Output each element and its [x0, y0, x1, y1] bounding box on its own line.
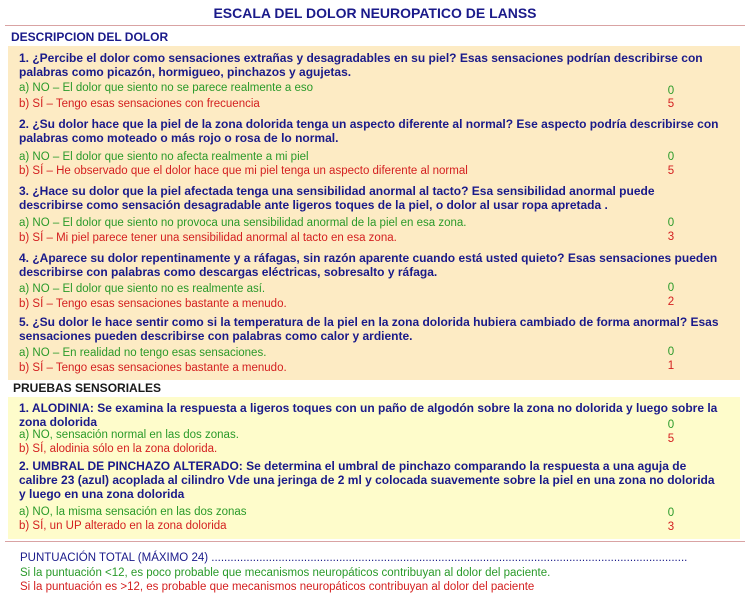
sensory-test-1-option-a[interactable]: a) NO, sensación normal en las dos zonas.	[19, 429, 239, 441]
question-2: 2. ¿Su dolor hace que la piel de la zona dolorida tenga un aspecto diferente al normal? Ese aspecto podría describirse con palabras como moteado o más rojo o rosa de lo normal.	[19, 117, 719, 145]
question-5-option-b[interactable]: b) SÍ – Tengo esas sensaciones bastante a menudo.	[19, 362, 287, 374]
question-3-option-a[interactable]: a) NO – El dolor que siento no provoca una sensibilidad anormal de la piel en esa zona.	[19, 217, 467, 229]
question-1-option-a[interactable]: a) NO – El dolor que siento no se parece realmente a eso	[19, 82, 314, 94]
question-3-option-b[interactable]: b) SÍ – Mi piel parece tener una sensibilidad anormal al tacto en esa zona.	[19, 232, 397, 244]
question-5-score-a: 0	[667, 346, 675, 358]
question-2-option-a[interactable]: a) NO – El dolor que siento no afecta realmente a mi piel	[19, 151, 309, 163]
question-3-score-b: 3	[667, 231, 675, 243]
question-1-option-b[interactable]: b) SÍ – Tengo esas sensaciones con frecuencia	[19, 98, 260, 110]
total-score-line: PUNTUACIÓN TOTAL (MÁXIMO 24) .....................................................................................................................................................	[20, 552, 688, 564]
question-4-score-a: 0	[667, 282, 675, 294]
question-4-option-a[interactable]: a) NO – El dolor que siento no es realmente así.	[19, 283, 266, 295]
sensory-test-1-score-b: 5	[667, 433, 675, 445]
section-heading-sensory-tests: PRUEBAS SENSORIALES	[13, 381, 162, 395]
sensory-test-2-score-a: 0	[667, 507, 675, 519]
title-divider	[5, 25, 745, 26]
question-4-score-b: 2	[667, 296, 675, 308]
question-4: 4. ¿Aparece su dolor repentinamente y a ráfagas, sin razón aparente cuando está usted quieto? Esas sensaciones pueden describirse con palabras como descargas eléctricas, sobresalto y ráfaga.	[19, 251, 718, 279]
total-divider	[5, 541, 745, 542]
sensory-test-1-score-a: 0	[667, 419, 675, 431]
question-1: 1. ¿Percibe el dolor como sensaciones extrañas y desagradables en su piel? Esas sensaciones podrían describirse con palabras como picazón, hormigueo, pinchazos y agujetas.	[19, 51, 703, 79]
sensory-test-2-option-b[interactable]: b) SÍ, un UP alterado en la zona dolorida	[19, 520, 227, 532]
section-heading-pain-description: DESCRIPCION DEL DOLOR	[11, 30, 169, 44]
sensory-test-2: 2. UMBRAL DE PINCHAZO ALTERADO: Se determina el umbral de pinchazo comparando la respuesta a una aguja de calibre 23 (azul) acoplada al cilindro Vde una jeringa de 2 ml y colocada suavemente sobre la piel en una zona no dolorida y luego en una zona dolorida	[19, 459, 715, 501]
sensory-test-2-option-a[interactable]: a) NO, la misma sensación en las dos zonas	[19, 506, 247, 518]
question-1-score-b: 5	[667, 98, 675, 110]
sensory-test-1: 1. ALODINIA: Se examina la respuesta a ligeros toques con un paño de algodón sobre la zona no dolorida y luego sobre la zona dolorida	[19, 401, 718, 429]
question-5-score-b: 1	[667, 360, 675, 372]
question-2-option-b[interactable]: b) SÍ – He observado que el dolor hace que mi piel tenga un aspecto diferente al normal	[19, 165, 468, 177]
sensory-test-2-score-b: 3	[667, 521, 675, 533]
question-5-option-a[interactable]: a) NO – En realidad no tengo esas sensaciones.	[19, 347, 267, 359]
form-title: ESCALA DEL DOLOR NEUROPATICO DE LANSS	[213, 5, 537, 21]
interpretation-high: Si la puntuación es >12, es probable que mecanismos neuropáticos contribuyan al dolor del paciente	[20, 581, 535, 593]
question-2-score-a: 0	[667, 151, 675, 163]
sensory-test-1-option-b[interactable]: b) SÍ, alodinia sólo en la zona dolorida.	[19, 443, 218, 455]
question-3-score-a: 0	[667, 217, 675, 229]
question-4-option-b[interactable]: b) SÍ – Tengo esas sensaciones bastante a menudo.	[19, 298, 287, 310]
question-3: 3. ¿Hace su dolor que la piel afectada tenga una sensibilidad anormal al tacto? Esa sensibilidad anormal puede describirse como sensación desagradable ante ligeros toques de la piel, o dolor al usar ropa apretada .	[19, 184, 655, 212]
interpretation-low: Si la puntuación <12, es poco probable que mecanismos neuropáticos contribuyan al dolor del paciente.	[20, 567, 551, 579]
question-2-score-b: 5	[667, 165, 675, 177]
question-5: 5. ¿Su dolor le hace sentir como si la temperatura de la piel en la zona dolorida hubiera cambiado de forma anormal? Esas sensaciones pueden describirse con palabras como calor y ardiente.	[19, 315, 719, 343]
question-1-score-a: 0	[667, 85, 675, 97]
